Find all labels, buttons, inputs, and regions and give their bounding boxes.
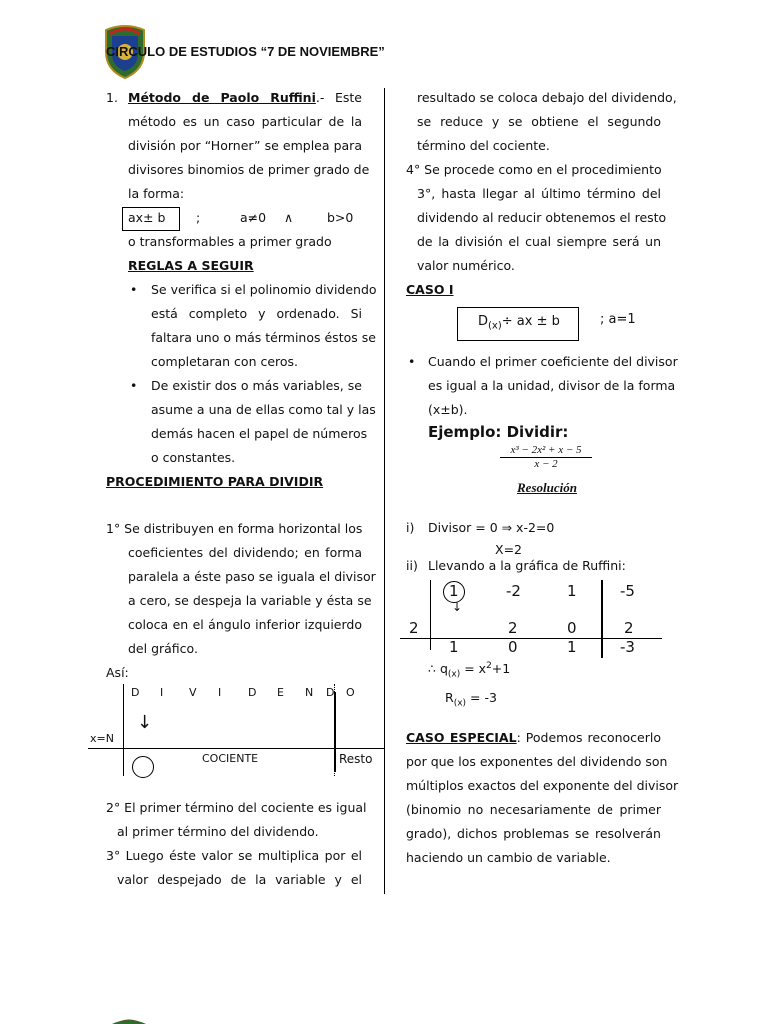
quotient: ∴ $q_{(x)} = x^2+1$ [428,661,511,680]
method-line: método es un caso particular de la [128,114,362,129]
method-line: división por “Horner” se emplea para [128,138,362,153]
method-line: divisores binomios de primer grado de [128,162,370,177]
right-column: resultado se coloca debajo del dividendo, se reduce y se obtiene el segundo término del cociente. 4° Se procede como en el procedimiento 3°, hasta llegar al último término del dividendo al reducir obtenemos el resto de la división el cual siempre será un valor numérico. CASO I $D_{(x)}\div$ ax ± b ; a=1 • Cuando el primer coeficiente del divisor es igual a la unidad, divisor de la forma (x±b). Ejemplo: Dividir: $\frac{\text{x³ − 2x² + x − 5}}{x - 2}$ Resolución i) Divisor = 0 ⇒ x-2=0 X=2 ii) Llevando a la gráfica de Ruffini: 1 -2 1 -5 2 2 0 2 ↓ 1 0 1 -3 ∴ $q_{(x)} = x^2+1$ $R_{(x)} = -3$ CASO ESPECIAL: Podemos reconocerlo por que los exponentes del dividendo son múltiplos exactos del exponente del divisor (binomio no necesariamente de primer grado), dichos problemas se resolverán haciendo un cambio de variable. [0,0,768,1024]
down-arrow-icon: ↓ [137,712,153,733]
especial-line: CASO ESPECIAL: Podemos reconocerlo [406,730,661,745]
method-title: Método de Paolo Ruffini [128,90,316,105]
bullet-dot: • [408,354,416,369]
asi-label: Así: [106,665,129,680]
step2-line: 2° El primer término del cociente es igual [106,800,367,815]
ruffini-diagram: D I V I D E N D O ↓ x=N COCIENTE Resto [88,684,384,784]
divisor-equation: Divisor = 0 ⇒ x-2=0 [428,520,555,535]
item-number: 1. [106,90,118,105]
rules-heading: REGLAS A SEGUIR [128,258,254,273]
caso1-formula: $D_{(x)}\div$ ax ± b [478,314,560,332]
x-value: X=2 [495,542,522,557]
cociente-label: COCIENTE [202,752,259,765]
denominator: x − 2 [534,458,558,470]
left-column: 1. Método de Paolo Ruffini.- Este método es un caso particular de la división por “Horner” se emplea para divisores binomios de primer grado de la forma: ax± b ; a≠0 ∧ b>0 o transformables a primer grado REGLAS A SEGUIR • Se verifica si el polinomio dividendo está completo y ordenado. Si faltara uno o más términos éstos se completaran con ceros. • De existir dos o más variables, se asume a una de ellas como tal y las demás hacen el papel de números o constantes. PROCEDIMIENTO PARA DIVIDIR 1° Se distribuyen en forma horizontal los coeficientes del dividendo; en forma paralela a éste paso se iguala el divisor a cero, se despeja la variable y ésta se coloca en el ángulo inferior izquierdo del gráfico. Así: D I V I D E N D O ↓ x=N COCIENTE Resto 2° El primer término del cociente es igual al primer término del dividendo. 3° Luego éste valor se multiplica por el valor despejado de la variable y el [0,0,384,1024]
resolucion-label: Resolución [517,480,577,495]
ruffini-intro: Llevando a la gráfica de Ruffini: [428,558,626,573]
page-title: CIRCULO DE ESTUDIOS “7 DE NOVIEMBRE” [106,44,385,59]
form-tail: o transformables a primer grado [128,234,332,249]
footer-logo [104,1012,154,1024]
ruffini-divisor: 2 [409,619,419,637]
shield-logo-icon [104,1012,154,1024]
numerator: x³ − 2x² + x − 5 [500,444,592,458]
step1-line: 1° Se distribuyen en forma horizontal los [106,521,363,536]
fraction [500,444,592,470]
step3-line: 3° Luego éste valor se multiplica por el [106,848,362,863]
remainder: $R_{(x)} = -3$ [445,690,497,709]
caso1-condition: ; a=1 [600,312,636,327]
therefore-icon: ∴ [428,661,436,677]
xn-label: x=N [90,732,114,745]
ruffini-table: 1 -2 1 -5 2 2 0 2 ↓ 1 0 1 -3 [400,576,662,658]
step4-line: 4° Se procede como en el procedimiento [406,162,662,177]
especial-heading: CASO ESPECIAL [406,730,517,745]
procedure-heading: PROCEDIMIENTO PARA DIVIDIR [106,474,324,489]
resto-label: Resto [339,752,373,766]
ejemplo-label: Ejemplo: Dividir: [428,423,569,441]
caso1-heading: CASO I [406,282,454,297]
down-arrow-icon: ↓ [452,600,463,614]
bullet-dot: • [130,282,138,297]
bullet-dot: • [130,378,138,393]
method-line: la forma: [128,186,185,201]
